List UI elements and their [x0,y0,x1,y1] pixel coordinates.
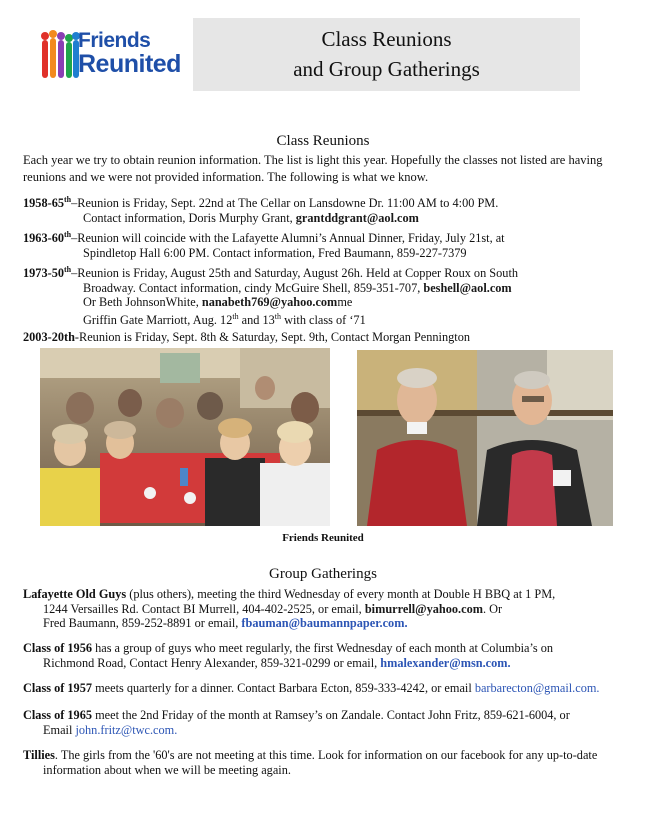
people-figures-icon [40,28,80,86]
email-link[interactable]: fbauman@baumannpaper.com. [241,616,408,630]
gathering-item-1956: Class of 1956 has a group of guys who meet regularly, the first Wednesday of each month at Columbia’s on Richmond Road, Contact Henry Alexander, 859-321-0299 or email, hmalexander@msn.com. [23,641,554,670]
reunion-entry-1963: 1963-60th–Reunion will coincide with the Lafayette Alumni’s Annual Dinner, Friday, July 21st, at Spindletop Hall 6:00 PM. Contact information, Fred Baumann, 859-227-7379 [23,230,505,260]
friends-reunited-logo [40,28,190,86]
email-link[interactable]: hmalexander@msn.com. [380,655,511,670]
two-men-photo [357,350,613,526]
reunion-list [23,193,623,348]
group-gatherings-title: Group Gatherings [269,566,377,582]
photo-caption: Friends Reunited [282,532,364,544]
gathering-item-1957: Class of 1957 meets quarterly for a dinner. Contact Barbara Ecton, 859-333-4242, or email barbarecton@gmail.com. [23,681,600,695]
reunion-entry-1958: 1958-65th–Reunion is Friday, Sept. 22nd at The Cellar on Lansdowne Dr. 11:00 AM to 4:00 PM. Contact information, Doris Murphy Grant, grantddgrant@aol.com [23,195,499,225]
email-link[interactable]: nanabeth769@yahoo.com [201,295,338,310]
logo-line2: Reunited [78,50,181,78]
email-link[interactable]: grantddgrant@aol.com [295,210,419,225]
group-dinner-photo [40,348,330,526]
logo-text [78,29,181,78]
class-reunions-intro: Each year we try to obtain reunion information. The list is light this year. Hopefully the classes not listed are having reunions and we were not provided information. The following is what we know. [23,153,603,184]
header-title-box [193,18,580,91]
gathering-item-1965: Class of 1965 meet the 2nd Friday of the month at Ramsey’s on Zandale. Contact John Fritz, 859-621-6004, or Email john.fritz@twc.com. [23,708,570,737]
header-title-line2: and Group Gatherings [293,57,480,81]
email-link[interactable]: bimurrell@yahoo.com [364,601,483,616]
reunion-entry-2003: 2003-20th-Reunion is Friday, Sept. 8th & Saturday, Sept. 9th, Contact Morgan Pennington [23,330,470,345]
group-dinner-photo-image [40,348,330,526]
class-reunions-title: Class Reunions [276,133,370,149]
two-men-photo-image [357,350,613,526]
reunion-entry-1973: 1973-50th–Reunion is Friday, August 25th and Saturday, August 26h. Held at Copper Roux on South Broadway. Contact information, cindy McGuire Shell, 859-351-707, beshell@aol.com Or Beth JohnsonWhite, nanabeth769@yahoo.comme Griffin Gate Marriott, Aug. 12th and 13th with class of ‘71 [23,265,519,327]
gathering-item-old-guys: Lafayette Old Guys (plus others), meeting the third Wednesday of every month at Double H BBQ at 1 PM, 1244 Versailles Rd. Contact BI Murrell, 404-402-2525, or email, bimurrell@yahoo.com. Or Fred Baumann, 859-252-8891 or email, fbauman@baumannpaper.com. [23,587,556,630]
gathering-item-tillies: Tillies. The girls from the '60's are not meeting at this time. Look for information on our facebook for any up-to-date information about when we will be meeting again. [23,748,598,777]
email-link[interactable]: barbarecton@gmail.com. [474,681,600,695]
logo-line1: Friends [78,29,151,52]
email-link[interactable]: beshell@aol.com [423,280,512,295]
email-link[interactable]: john.fritz@twc.com. [75,722,178,737]
reunion-year: 1958-65 [23,196,64,211]
header-title-line1: Class Reunions [321,27,452,51]
